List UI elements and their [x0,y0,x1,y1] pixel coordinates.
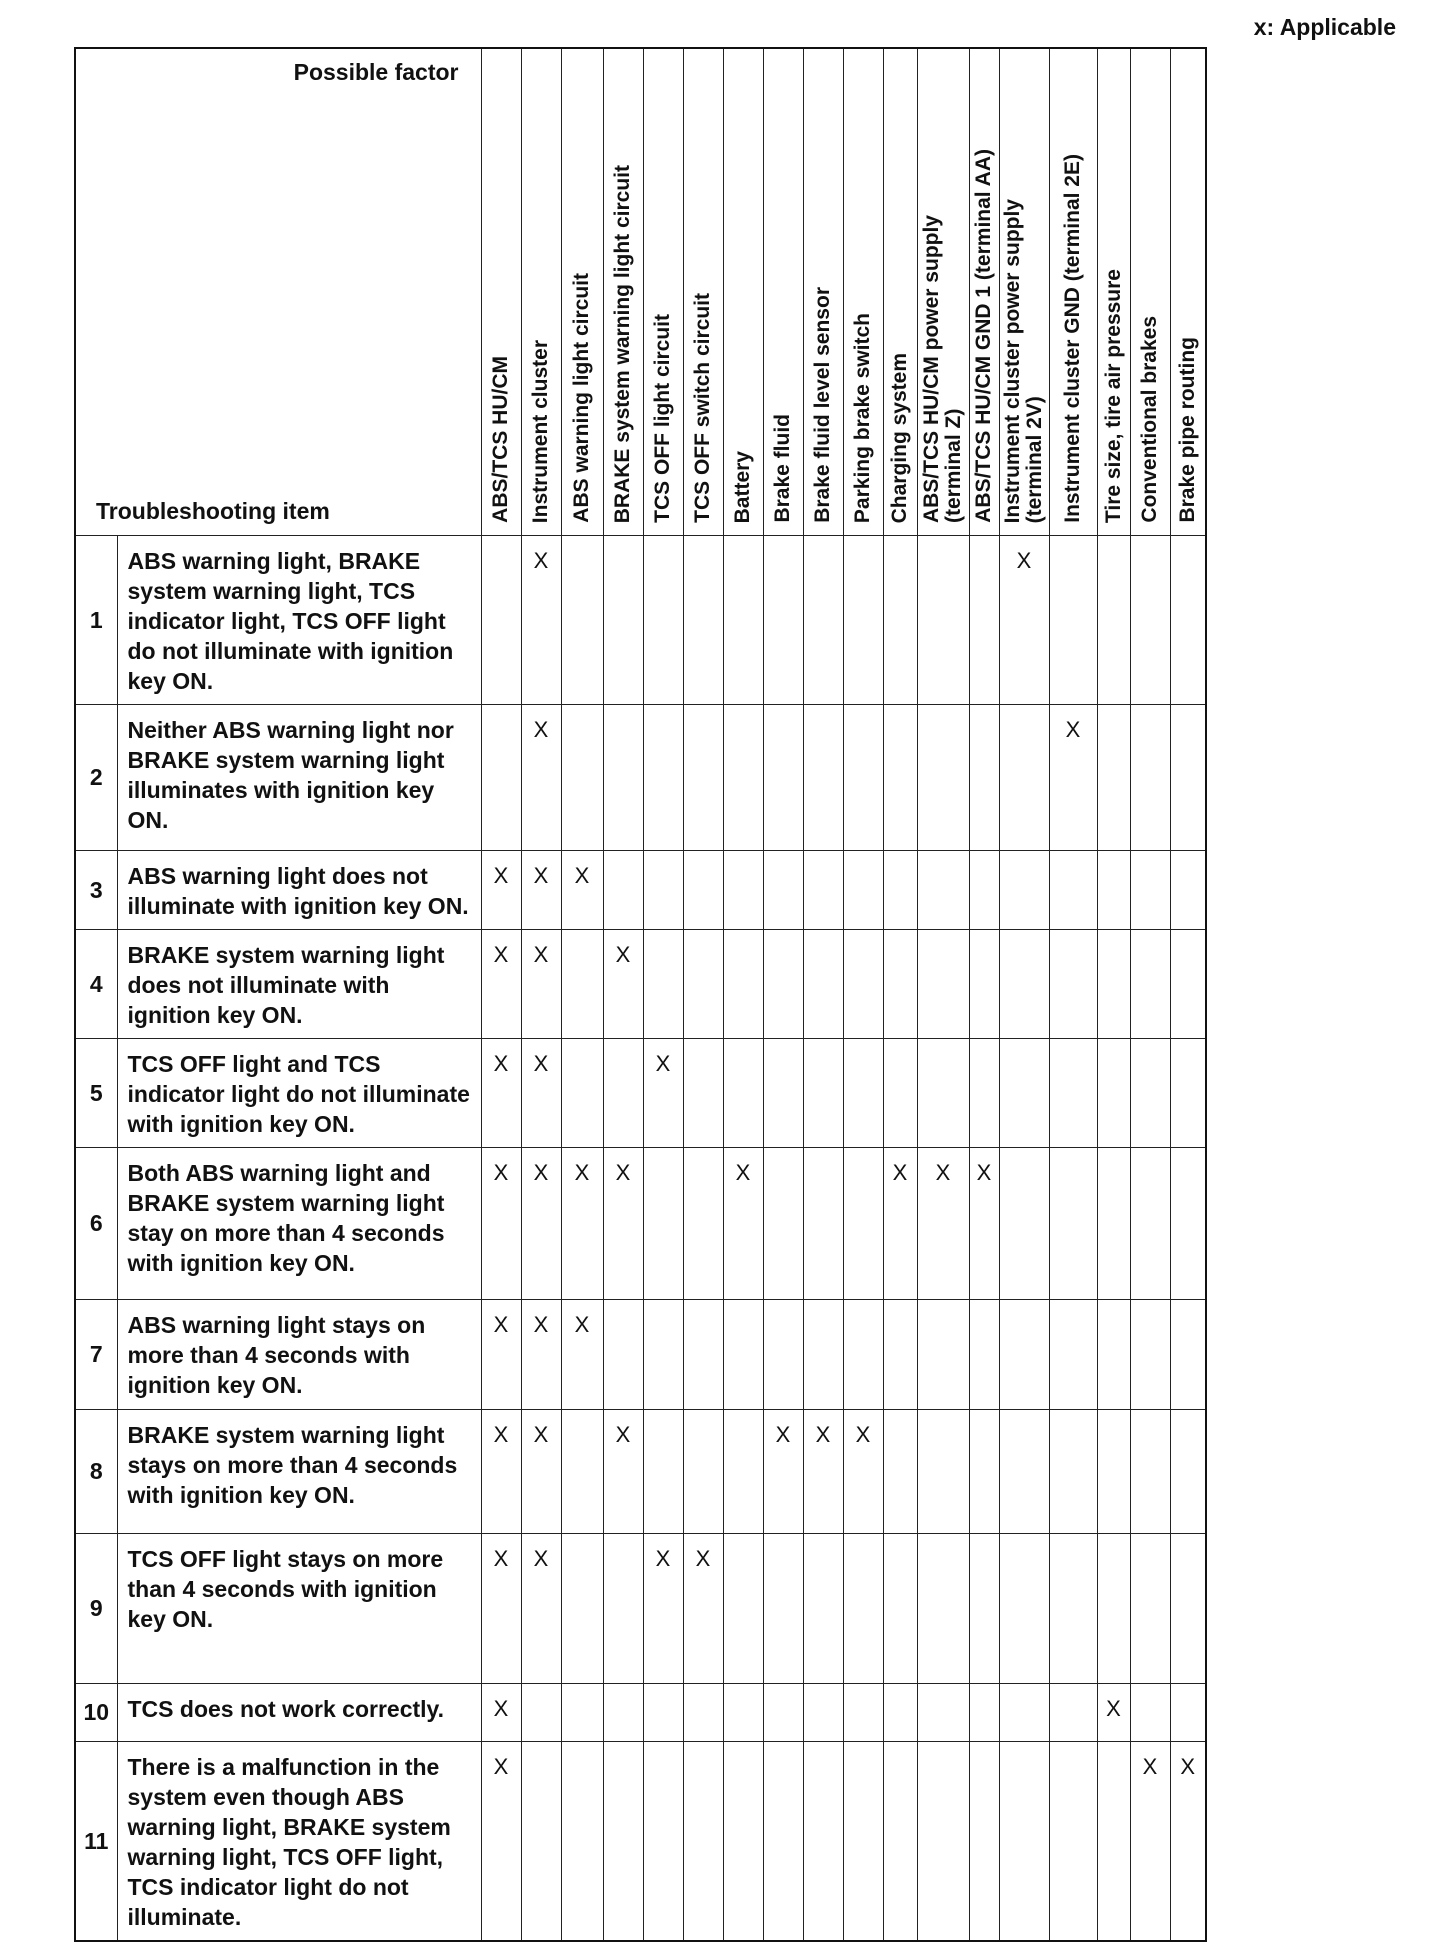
empty-cell [1049,536,1097,705]
empty-cell [883,851,917,930]
empty-cell [843,851,883,930]
table-row [75,930,1206,1039]
empty-cell [883,1534,917,1684]
empty-cell [843,930,883,1039]
factor-header-16 [1097,48,1130,536]
applicable-mark: X [803,1410,843,1534]
row-description: BRAKE system warning light stays on more than 4 seconds with ignition key ON. [117,1410,481,1534]
empty-cell [561,1684,603,1742]
empty-cell [763,1684,803,1742]
empty-cell [603,1534,643,1684]
empty-cell [481,536,521,705]
empty-cell [723,705,763,851]
factor-label: Conventional brakes [1137,316,1161,523]
applicable-mark: X [521,1148,561,1300]
empty-cell [803,1039,843,1148]
empty-cell [843,1534,883,1684]
applicable-mark: X [521,1300,561,1410]
factor-label: Tire size, tire air pressure [1101,268,1125,523]
factor-header-11 [883,48,917,536]
empty-cell [1097,1039,1130,1148]
factor-header-12 [917,48,969,536]
empty-cell [683,1410,723,1534]
applicable-mark: X [969,1148,999,1300]
empty-cell [917,851,969,930]
applicable-mark: X [723,1148,763,1300]
empty-cell [969,1410,999,1534]
empty-cell [917,705,969,851]
empty-cell [723,536,763,705]
empty-cell [883,930,917,1039]
empty-cell [1097,851,1130,930]
table-row [75,1039,1206,1148]
empty-cell [917,1742,969,1942]
factor-header-3 [561,48,603,536]
empty-cell [1130,930,1170,1039]
factor-header-6 [683,48,723,536]
factor-label: ABS warning light circuit [569,273,593,523]
troubleshooting-item-label: Troubleshooting item [96,498,330,524]
empty-cell [561,1039,603,1148]
empty-cell [683,536,723,705]
empty-cell [1170,1300,1206,1410]
applicable-mark: X [521,536,561,705]
applicable-mark: X [481,1039,521,1148]
empty-cell [723,1410,763,1534]
empty-cell [1170,1684,1206,1742]
empty-cell [1130,1410,1170,1534]
applicable-mark: X [481,1742,521,1942]
empty-cell [1097,930,1130,1039]
row-description: TCS OFF light and TCS indicator light do not illuminate with ignition key ON. [117,1039,481,1148]
empty-cell [683,1300,723,1410]
factor-label: ABS/TCS HU/CM power supply (terminal Z) [919,214,965,523]
empty-cell [603,536,643,705]
factor-label: Instrument cluster power supply (terminal 2V) [1000,198,1046,523]
row-number: 8 [75,1410,117,1534]
row-number: 4 [75,930,117,1039]
empty-cell [1130,705,1170,851]
applicable-mark: X [763,1410,803,1534]
empty-cell [803,1534,843,1684]
empty-cell [969,536,999,705]
empty-cell [1170,536,1206,705]
empty-cell [683,1039,723,1148]
applicable-mark: X [999,536,1049,705]
empty-cell [883,1742,917,1942]
empty-cell [643,536,683,705]
empty-cell [917,536,969,705]
row-number: 3 [75,851,117,930]
empty-cell [917,1039,969,1148]
empty-cell [1049,1684,1097,1742]
empty-cell [1097,1300,1130,1410]
factor-label: Brake fluid [770,414,794,523]
empty-cell [999,1039,1049,1148]
applicable-mark: X [481,1300,521,1410]
row-description: Neither ABS warning light nor BRAKE system warning light illuminates with ignition key ON. [117,705,481,851]
empty-cell [561,705,603,851]
factor-header-17 [1130,48,1170,536]
table-row [75,1148,1206,1300]
empty-cell [999,930,1049,1039]
empty-cell [917,1410,969,1534]
empty-cell [561,536,603,705]
factor-header-13 [969,48,999,536]
applicable-mark: X [521,1534,561,1684]
empty-cell [643,1684,683,1742]
factor-label: Instrument cluster GND (terminal 2E) [1060,154,1084,523]
applicable-mark: X [917,1148,969,1300]
applicable-mark: X [481,1684,521,1742]
factor-header-14 [999,48,1049,536]
empty-cell [481,705,521,851]
empty-cell [683,1742,723,1942]
applicable-mark: X [643,1039,683,1148]
empty-cell [723,1039,763,1148]
empty-cell [561,930,603,1039]
empty-cell [1097,1148,1130,1300]
empty-cell [883,705,917,851]
table-row [75,851,1206,930]
empty-cell [1097,1410,1130,1534]
empty-cell [643,851,683,930]
empty-cell [843,1039,883,1148]
empty-cell [1049,1410,1097,1534]
empty-cell [803,705,843,851]
applicable-mark: X [683,1534,723,1684]
empty-cell [1170,1410,1206,1534]
empty-cell [1170,1039,1206,1148]
empty-cell [969,1534,999,1684]
empty-cell [999,1300,1049,1410]
empty-cell [1170,851,1206,930]
applicable-mark: X [603,1148,643,1300]
row-description: ABS warning light stays on more than 4 seconds with ignition key ON. [117,1300,481,1410]
factor-header-9 [803,48,843,536]
empty-cell [763,705,803,851]
empty-cell [643,1148,683,1300]
row-description: ABS warning light does not illuminate with ignition key ON. [117,851,481,930]
empty-cell [683,851,723,930]
empty-cell [723,1300,763,1410]
factor-header-10 [843,48,883,536]
empty-cell [803,1148,843,1300]
row-number: 10 [75,1684,117,1742]
empty-cell [999,1742,1049,1942]
applicable-mark: X [561,851,603,930]
empty-cell [999,1684,1049,1742]
empty-cell [917,1684,969,1742]
applicable-mark: X [521,930,561,1039]
empty-cell [683,930,723,1039]
row-description: TCS does not work correctly. [117,1684,481,1742]
empty-cell [969,851,999,930]
table-row [75,536,1206,705]
empty-cell [1130,1148,1170,1300]
empty-cell [843,1742,883,1942]
applicable-mark: X [603,1410,643,1534]
empty-cell [1049,1300,1097,1410]
empty-cell [969,1300,999,1410]
empty-cell [763,1742,803,1942]
empty-cell [803,1300,843,1410]
empty-cell [723,1534,763,1684]
row-number: 9 [75,1534,117,1684]
applicable-mark: X [481,1534,521,1684]
row-description: TCS OFF light stays on more than 4 seconds with ignition key ON. [117,1534,481,1684]
row-description: There is a malfunction in the system even though ABS warning light, BRAKE system warning light, TCS OFF light, TCS indicator light do not illuminate. [117,1742,481,1942]
empty-cell [763,1039,803,1148]
empty-cell [603,1684,643,1742]
factor-header-8 [763,48,803,536]
row-number: 7 [75,1300,117,1410]
empty-cell [999,1148,1049,1300]
applicable-mark: X [521,1410,561,1534]
empty-cell [999,1410,1049,1534]
factor-label: Instrument cluster [528,339,552,523]
legend-note: x: Applicable [1253,14,1396,40]
applicable-mark: X [883,1148,917,1300]
applicable-mark: X [603,930,643,1039]
empty-cell [643,1300,683,1410]
empty-cell [883,1684,917,1742]
table-row [75,1742,1206,1942]
table-row [75,1534,1206,1684]
empty-cell [683,705,723,851]
empty-cell [917,1534,969,1684]
empty-cell [883,1039,917,1148]
empty-cell [521,1684,561,1742]
empty-cell [643,705,683,851]
empty-cell [999,851,1049,930]
empty-cell [843,536,883,705]
applicable-mark: X [561,1148,603,1300]
factor-label: TCS OFF switch circuit [690,293,714,523]
troubleshooting-matrix [74,47,1207,1942]
empty-cell [969,705,999,851]
table-row [75,1684,1206,1742]
empty-cell [763,851,803,930]
row-description: ABS warning light, BRAKE system warning light, TCS indicator light, TCS OFF light do not illuminate with ignition key ON. [117,536,481,705]
possible-factor-label: Possible factor [293,59,459,85]
factor-label: ABS/TCS HU/CM [488,356,512,523]
empty-cell [723,1684,763,1742]
empty-cell [603,705,643,851]
applicable-mark: X [521,1039,561,1148]
empty-cell [763,536,803,705]
empty-cell [803,536,843,705]
empty-cell [1130,1300,1170,1410]
empty-cell [1049,930,1097,1039]
empty-cell [1097,536,1130,705]
empty-cell [1049,1148,1097,1300]
row-number: 1 [75,536,117,705]
empty-cell [917,930,969,1039]
empty-cell [561,1410,603,1534]
empty-cell [969,1039,999,1148]
row-number: 2 [75,705,117,851]
applicable-mark: X [521,705,561,851]
applicable-mark: X [481,930,521,1039]
empty-cell [603,1742,643,1942]
factor-label: BRAKE system warning light circuit [610,164,634,523]
empty-cell [917,1300,969,1410]
empty-cell [561,1742,603,1942]
empty-cell [1170,1148,1206,1300]
empty-cell [603,851,643,930]
factor-header-7 [723,48,763,536]
factor-label: Brake pipe routing [1175,337,1199,523]
empty-cell [723,930,763,1039]
table-row [75,1300,1206,1410]
empty-cell [643,930,683,1039]
empty-cell [1097,705,1130,851]
empty-cell [883,536,917,705]
factor-header-1 [481,48,521,536]
empty-cell [1130,851,1170,930]
empty-cell [643,1742,683,1942]
empty-cell [969,930,999,1039]
empty-cell [1130,536,1170,705]
applicable-mark: X [481,851,521,930]
factor-label: Brake fluid level sensor [810,287,834,523]
factor-header-2 [521,48,561,536]
row-description: Both ABS warning light and BRAKE system warning light stay on more than 4 seconds with ignition key ON. [117,1148,481,1300]
empty-cell [763,1300,803,1410]
empty-cell [999,1534,1049,1684]
empty-cell [1049,851,1097,930]
empty-cell [683,1148,723,1300]
empty-cell [883,1410,917,1534]
factor-header-4 [603,48,643,536]
factor-label: ABS/TCS HU/CM GND 1 (terminal AA) [971,149,995,523]
empty-cell [803,930,843,1039]
row-description: BRAKE system warning light does not illuminate with ignition key ON. [117,930,481,1039]
empty-cell [1097,1534,1130,1684]
applicable-mark: X [1170,1742,1206,1942]
empty-cell [723,1742,763,1942]
row-number: 5 [75,1039,117,1148]
empty-cell [1170,1534,1206,1684]
table-row [75,705,1206,851]
applicable-mark: X [481,1148,521,1300]
empty-cell [1049,1039,1097,1148]
applicable-mark: X [1097,1684,1130,1742]
factor-label: TCS OFF light circuit [650,314,674,523]
applicable-mark: X [1130,1742,1170,1942]
empty-cell [1130,1534,1170,1684]
applicable-mark: X [481,1410,521,1534]
corner-header [75,48,481,536]
empty-cell [763,930,803,1039]
empty-cell [1170,930,1206,1039]
empty-cell [763,1534,803,1684]
applicable-mark: X [561,1300,603,1410]
empty-cell [843,1148,883,1300]
applicable-mark: X [843,1410,883,1534]
factor-header-5 [643,48,683,536]
applicable-mark: X [1049,705,1097,851]
empty-cell [969,1684,999,1742]
factor-header-18 [1170,48,1206,536]
empty-cell [1170,705,1206,851]
factor-header-15 [1049,48,1097,536]
empty-cell [803,1684,843,1742]
empty-cell [1130,1684,1170,1742]
row-number: 11 [75,1742,117,1942]
empty-cell [803,851,843,930]
empty-cell [603,1300,643,1410]
factor-label: Charging system [887,352,911,523]
empty-cell [561,1534,603,1684]
empty-cell [683,1684,723,1742]
empty-cell [723,851,763,930]
factor-header-row [75,48,1206,536]
empty-cell [643,1410,683,1534]
table-row [75,1410,1206,1534]
empty-cell [521,1742,561,1942]
empty-cell [843,705,883,851]
factor-label: Battery [730,450,754,523]
empty-cell [763,1148,803,1300]
empty-cell [883,1300,917,1410]
empty-cell [969,1742,999,1942]
applicable-mark: X [643,1534,683,1684]
empty-cell [1097,1742,1130,1942]
empty-cell [1049,1534,1097,1684]
empty-cell [603,1039,643,1148]
empty-cell [843,1684,883,1742]
empty-cell [843,1300,883,1410]
empty-cell [1049,1742,1097,1942]
applicable-mark: X [521,851,561,930]
empty-cell [803,1742,843,1942]
row-number: 6 [75,1148,117,1300]
factor-label: Parking brake switch [850,312,874,523]
empty-cell [999,705,1049,851]
empty-cell [1130,1039,1170,1148]
